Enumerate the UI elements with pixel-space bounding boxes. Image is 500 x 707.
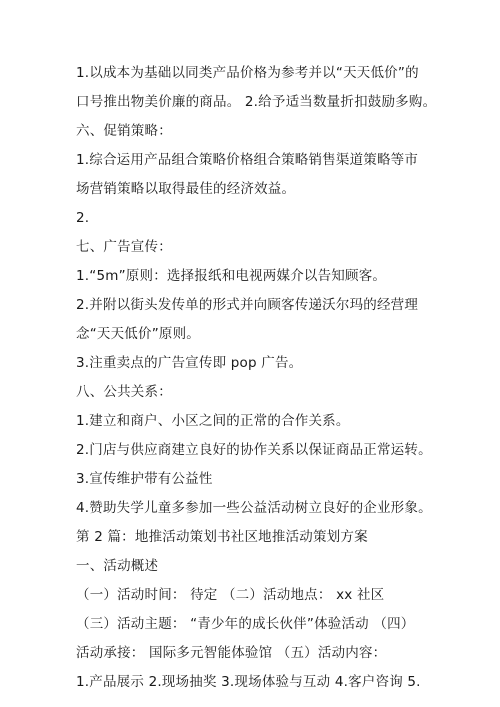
section-heading: 一、活动概述: [76, 558, 159, 574]
text-line: 2.门店与供应商建立良好的协作关系以保证商品正常运转。: [76, 442, 432, 458]
chapter-heading: 第 2 篇：地推活动策划书社区地推活动策划方案: [76, 529, 368, 545]
text-line: 2.: [76, 210, 90, 226]
text-line: 活动承接： 国际多元智能体验馆 （五）活动内容：: [76, 645, 387, 661]
text-line: 1.建立和商户、小区之间的正常的合作关系。: [76, 413, 350, 429]
text-line: 2.并附以街头发传单的形式并向顾客传递沃尔玛的经营理: [76, 297, 419, 313]
text-line: 1.“5m”原则：选择报纸和电视两媒介以告知顾客。: [76, 268, 387, 284]
text-line: 1.综合运用产品组合策略价格组合策略销售渠道策略等市: [76, 152, 419, 168]
text-line: 1.产品展示 2.现场抽奖 3.现场体验与互动 4.客户咨询 5.: [76, 674, 421, 690]
section-heading: 六、促销策略：: [76, 123, 172, 139]
text-line: （三）活动主题： “青少年的成长伙伴”体验活动 （四）: [76, 616, 415, 632]
text-line: 3.宣传维护带有公益性: [76, 471, 213, 487]
text-line: （一）活动时间： 待定 （二）活动地点： xx 社区: [76, 587, 385, 603]
text-line: 口号推出物美价廉的商品。 2.给予适当数量折扣鼓励多购。: [76, 94, 436, 110]
text-line: 1.以成本为基础以同类产品价格为参考并以“天天低价”的: [76, 65, 419, 81]
text-line: 3.注重卖点的广告宣传即 pop 广告。: [76, 355, 303, 371]
text-line: 念“天天低价”原则。: [76, 326, 200, 342]
section-heading: 八、公共关系：: [76, 384, 172, 400]
text-line: 4.赞助失学儿童多参加一些公益活动树立良好的企业形象。: [76, 500, 432, 516]
text-line: 场营销策略以取得最佳的经济效益。: [76, 181, 296, 197]
section-heading: 七、广告宣传：: [76, 239, 172, 255]
